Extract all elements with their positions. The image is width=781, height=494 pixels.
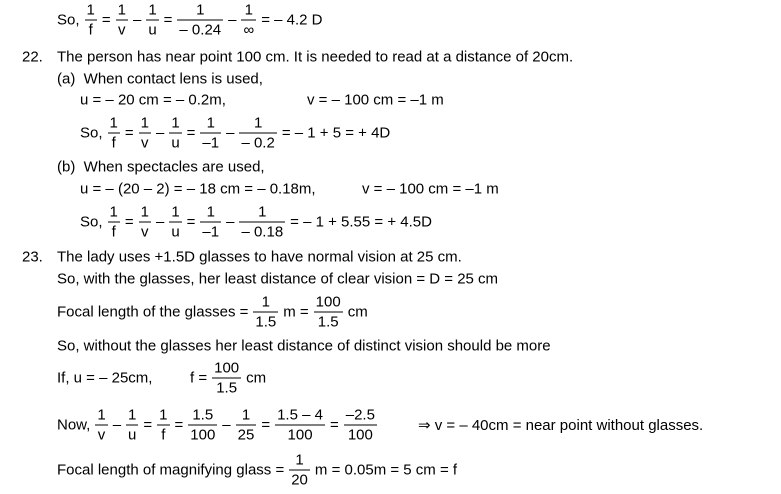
fraction [253,294,278,331]
numerator: 1 [86,1,95,19]
text-run: (a) When contact lens is used, [57,70,263,88]
text-run: v = – 100 cm = –1 m [362,180,499,198]
denominator: v [116,20,128,39]
numerator: 1 [109,203,118,221]
numerator: 100 [315,293,341,311]
text-run: – [155,124,165,142]
text-line [416,416,705,434]
text-run: – [155,213,165,231]
fraction [289,452,310,489]
text-line [55,2,324,39]
fraction [126,407,138,444]
denominator: – 0.18 [241,223,284,241]
numerator: 1 [97,406,106,424]
denominator: f [108,133,120,152]
denominator: f [108,222,120,241]
text-run: So, without the glasses her least distance of distinct vision should be more [57,337,551,355]
question-number: 23. [22,248,43,266]
text-line [55,271,500,288]
text-run: = [261,416,271,434]
fraction [177,2,223,39]
numerator: 1 [171,114,180,132]
numerator: 1 [140,203,149,221]
numerator: 1.5 [192,406,214,424]
text-run: So, [57,11,80,29]
text-run: = [329,416,339,434]
denominator: f [157,425,169,444]
denominator: 100 [275,425,325,444]
fraction [314,294,343,331]
text-run: = [124,213,134,231]
fraction [108,115,120,152]
text-run: = [143,416,153,434]
numerator: 1 [117,1,126,19]
text-run: Focal length of magnifying glass = [57,461,285,479]
text-run: If, u = – 25cm, [57,369,153,387]
text-run: = [124,124,134,142]
text-run: – [132,11,142,29]
numerator: 1 [258,203,267,221]
fraction [200,204,221,241]
text-run: So, with the glasses, her least distance of clear vision = D = 25 cm [57,270,499,288]
fraction [85,2,97,39]
denominator: v [139,222,151,241]
numerator: 1 [159,406,168,424]
text-run: – [228,11,237,29]
text-line [360,181,501,198]
text-run: u = – 20 cm = – 0.2m, [80,91,226,109]
text-run: m = 0.05m = 5 cm = f [314,461,458,479]
text-run: – [226,213,235,231]
text-run: – [112,416,122,434]
fraction [146,2,158,39]
denominator: v [95,425,107,444]
text-line [55,294,370,331]
text-line [78,181,318,198]
text-run: The person has near point 100 cm. It is needed to read at a distance of 20cm. [57,48,574,66]
denominator: v [139,133,151,152]
denominator: ∞ [243,21,255,39]
denominator: –1 [202,134,220,152]
text-run: (b) When spectacles are used, [57,158,265,176]
denominator: u [171,134,180,152]
numerator: 1 [148,1,157,19]
text-run: = [186,213,196,231]
text-run: v = – 100 cm = –1 m [307,91,444,109]
text-line [78,204,434,241]
text-line [78,92,228,109]
numerator: 1 [206,203,215,221]
denominator: 20 [291,471,308,489]
fraction [344,407,377,444]
text-run: – [222,416,231,434]
text-line [55,71,265,88]
fraction [157,407,169,444]
text-run: = [163,11,173,29]
text-run: ⇒ v = – 40cm = near point without glasses. [418,417,704,434]
fraction [108,204,120,241]
text-run: – [226,124,235,142]
fraction [139,115,151,152]
denominator: 25 [237,426,255,444]
numerator: 1 [109,114,118,132]
denominator: u [148,21,157,39]
text-line [55,159,267,176]
denominator: 100 [344,425,377,444]
text-run: = [186,124,196,142]
text-run: So, [80,213,103,231]
numerator: 1 [206,114,215,132]
numerator: 1 [253,114,263,132]
text-run: = – 1 + 5.55 = + 4.5D [290,213,432,231]
text-line [55,452,459,489]
text-run: = – 4.2 D [261,11,323,29]
numerator: 1 [244,1,253,19]
denominator: –1 [202,223,220,241]
fraction [200,115,221,152]
numerator: 1.5 – 4 [277,406,323,424]
text-run: Now, [57,416,91,434]
denominator: – 0.24 [179,21,222,39]
fraction [275,407,325,444]
fraction [95,407,107,444]
text-run: = [174,416,184,434]
text-run: Focal length of the glasses = [57,303,249,321]
text-run: cm [347,303,368,321]
numerator: 1 [241,406,251,424]
numerator: 1 [140,114,149,132]
fraction [239,115,276,152]
text-run: So, [80,124,103,142]
numerator: –2.5 [345,406,375,424]
numerator: 1 [171,203,180,221]
text-line [55,249,464,266]
fraction [188,407,217,444]
numerator: 1 [196,1,205,19]
fraction [239,204,285,241]
numerator: 1 [261,293,270,311]
numerator: 100 [214,359,240,377]
text-line [55,370,154,387]
text-run: = [101,11,111,29]
fraction [139,204,151,241]
text-line [305,92,446,109]
denominator: 1.5 [255,313,277,331]
denominator: u [128,426,137,444]
numerator: 1 [128,406,137,424]
fraction [241,2,256,39]
denominator: 100 [190,426,216,444]
text-line [188,360,268,397]
fraction [236,407,257,444]
denominator: u [171,223,180,241]
text-line [78,115,392,152]
denominator: – 0.2 [241,134,275,152]
question-number: 22. [22,48,43,66]
fraction [212,360,241,397]
text-run: f = [190,369,208,387]
text-line [55,49,575,66]
text-run: m = [283,303,309,321]
fraction [169,115,181,152]
denominator: f [85,20,97,39]
text-run: cm [246,369,267,387]
text-line [55,407,380,444]
text-run: = – 1 + 5 = + 4D [281,124,391,142]
denominator: 1.5 [314,312,343,331]
denominator: 1.5 [212,378,241,397]
text-line [55,338,553,355]
text-run: u = – (20 – 2) = – 18 cm = – 0.18m, [80,180,316,198]
numerator: 1 [295,451,304,469]
fraction [116,2,128,39]
fraction [169,204,181,241]
text-run: The lady uses +1.5D glasses to have normal vision at 25 cm. [57,248,462,266]
